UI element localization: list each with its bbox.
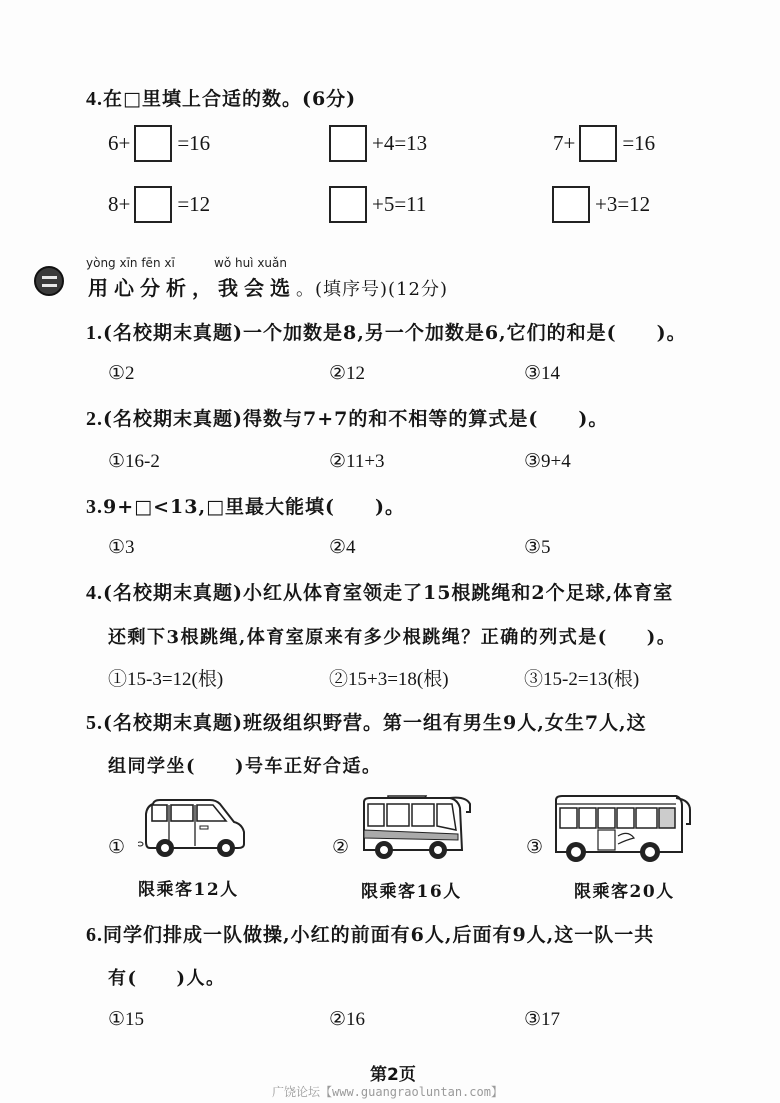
page-number: 第2页	[370, 1065, 416, 1085]
fill-question-title	[86, 84, 356, 111]
minibus-icon	[358, 792, 478, 864]
bus-capacity-label: 限乘客20人	[574, 882, 675, 902]
q5-option-2-mark[interactable]: ②	[332, 837, 350, 858]
q3-option-3[interactable]: ③5	[524, 537, 551, 558]
question-number: 1.	[86, 322, 103, 344]
question-3	[86, 492, 405, 519]
question-5-line-2: 组同学坐( )号车正好合适。	[108, 756, 382, 777]
question-number: 2.	[86, 408, 103, 430]
watermark: 广饶论坛【www.guangraoluntan.com】	[272, 1085, 503, 1099]
answer-box[interactable]	[579, 125, 617, 162]
equation-prefix: 7+	[553, 131, 576, 155]
equation-2	[329, 125, 427, 162]
minibus-capacity-label: 限乘客16人	[361, 882, 462, 902]
question-text: 9+□<13,□里最大能填( )。	[103, 496, 405, 518]
equation-suffix: +5=11	[372, 192, 427, 216]
q5-option-1-mark[interactable]: ①	[108, 837, 126, 858]
section-number-two-icon	[34, 266, 64, 296]
q4-option-1[interactable]: ①15-3=12(根)	[108, 669, 224, 690]
q2-option-1[interactable]: ①16-2	[108, 451, 160, 472]
question-number: 4.	[86, 88, 103, 110]
question-number: 3.	[86, 496, 103, 518]
q6-option-2[interactable]: ②16	[329, 1009, 366, 1030]
answer-box[interactable]	[329, 186, 367, 223]
question-text: 在□里填上合适的数。(6分)	[103, 88, 357, 110]
question-text: (名校期末真题)一个加数是8,另一个加数是6,它们的和是( )。	[103, 322, 687, 344]
question-text: (名校期末真题)班级组织野营。第一组有男生9人,女生7人,这	[103, 712, 647, 734]
q1-option-1[interactable]: ①2	[108, 363, 135, 384]
section-title-main: 用心分析，我会选	[88, 276, 296, 300]
q1-option-2[interactable]: ②12	[329, 363, 366, 384]
q6-option-3[interactable]: ③17	[524, 1009, 561, 1030]
answer-box[interactable]	[134, 125, 172, 162]
answer-box[interactable]	[552, 186, 590, 223]
question-number: 5.	[86, 712, 103, 734]
question-6-line-2: 有( )人。	[108, 968, 226, 989]
equation-prefix: 6+	[108, 131, 131, 155]
q4-option-2[interactable]: ②15+3=18(根)	[329, 669, 449, 690]
section-title	[88, 272, 448, 301]
question-4	[86, 578, 673, 605]
q2-option-3[interactable]: ③9+4	[524, 451, 571, 472]
bus-icon	[552, 794, 692, 866]
question-text: (名校期末真题)小红从体育室领走了15根跳绳和2个足球,体育室	[103, 582, 674, 604]
equation-5	[329, 186, 426, 223]
equation-4	[108, 186, 210, 223]
equation-suffix: =16	[622, 131, 656, 155]
q1-option-3[interactable]: ③14	[524, 363, 561, 384]
van-capacity-label: 限乘客12人	[138, 880, 239, 900]
equation-suffix: +4=13	[372, 131, 428, 155]
van-icon	[138, 796, 258, 858]
pinyin-right: wǒ huì xuǎn	[214, 256, 287, 270]
q4-option-3[interactable]: ③15-2=13(根)	[524, 669, 640, 690]
equation-suffix: =12	[177, 192, 211, 216]
q3-option-1[interactable]: ①3	[108, 537, 135, 558]
question-5	[86, 708, 647, 735]
q5-option-3-mark[interactable]: ③	[526, 837, 544, 858]
q2-option-2[interactable]: ②11+3	[329, 451, 385, 472]
answer-box[interactable]	[329, 125, 367, 162]
question-number: 6.	[86, 924, 103, 946]
question-6	[86, 920, 654, 947]
equation-1	[108, 125, 210, 162]
question-text: (名校期末真题)得数与7+7的和不相等的算式是( )。	[103, 408, 609, 430]
question-2	[86, 404, 608, 431]
answer-box[interactable]	[134, 186, 172, 223]
equation-suffix: =16	[177, 131, 211, 155]
question-1	[86, 318, 687, 345]
equation-3	[553, 125, 655, 162]
equation-suffix: +3=12	[595, 192, 651, 216]
q3-option-2[interactable]: ②4	[329, 537, 356, 558]
question-text: 同学们排成一队做操,小红的前面有6人,后面有9人,这一队一共	[103, 924, 655, 946]
question-4-line-2: 还剩下3根跳绳,体育室原来有多少根跳绳？正确的列式是( )。	[108, 627, 677, 648]
q6-option-1[interactable]: ①15	[108, 1009, 145, 1030]
pinyin-left: yòng xīn fēn xī	[86, 256, 175, 270]
section-title-rest: 。(填序号)(12分)	[296, 279, 448, 300]
question-number: 4.	[86, 582, 103, 604]
equation-prefix: 8+	[108, 192, 131, 216]
equation-6	[552, 186, 650, 223]
